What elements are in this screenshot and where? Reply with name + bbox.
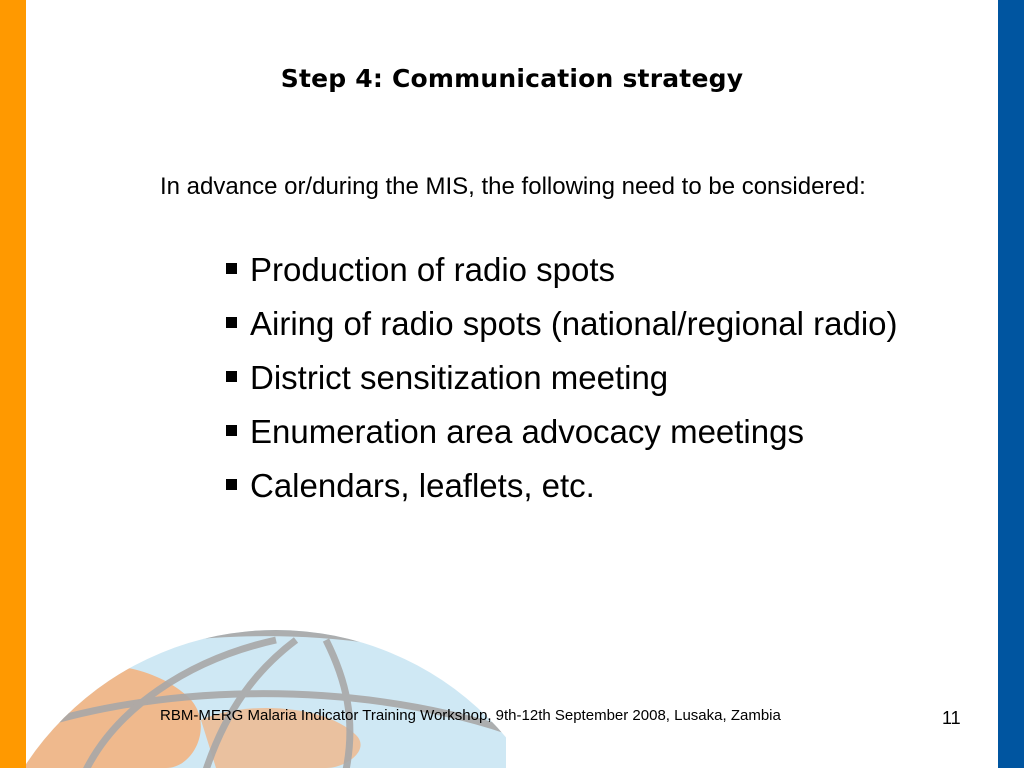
- slide-title: Step 4: Communication strategy: [280, 64, 744, 93]
- square-bullet-icon: [226, 479, 237, 490]
- bullet-text: Production of radio spots: [250, 251, 616, 288]
- square-bullet-icon: [226, 263, 237, 274]
- square-bullet-icon: [226, 371, 237, 382]
- bullet-item: [226, 410, 906, 453]
- page-number: 11: [942, 708, 961, 728]
- bullet-text: Enumeration area advocacy meetings: [250, 413, 804, 450]
- bullet-text: Airing of radio spots (national/regional radio): [250, 305, 898, 342]
- bullet-item: [226, 302, 906, 345]
- square-bullet-icon: [226, 317, 237, 328]
- footer-text: RBM-MERG Malaria Indicator Training Workshop, 9th-12th September 2008, Lusaka, Zambia: [160, 707, 781, 724]
- bullet-list: [226, 248, 906, 518]
- intro-text: In advance or/during the MIS, the following need to be considered:: [160, 173, 866, 200]
- bullet-item: [226, 356, 906, 399]
- bullet-text: District sensitization meeting: [250, 359, 669, 396]
- left-accent-bar: [0, 0, 26, 768]
- square-bullet-icon: [226, 425, 237, 436]
- globe-graphic: [26, 600, 506, 768]
- bullet-text: Calendars, leaflets, etc.: [250, 467, 595, 504]
- bullet-item: [226, 248, 906, 291]
- right-accent-bar: [998, 0, 1024, 768]
- bullet-item: [226, 464, 906, 507]
